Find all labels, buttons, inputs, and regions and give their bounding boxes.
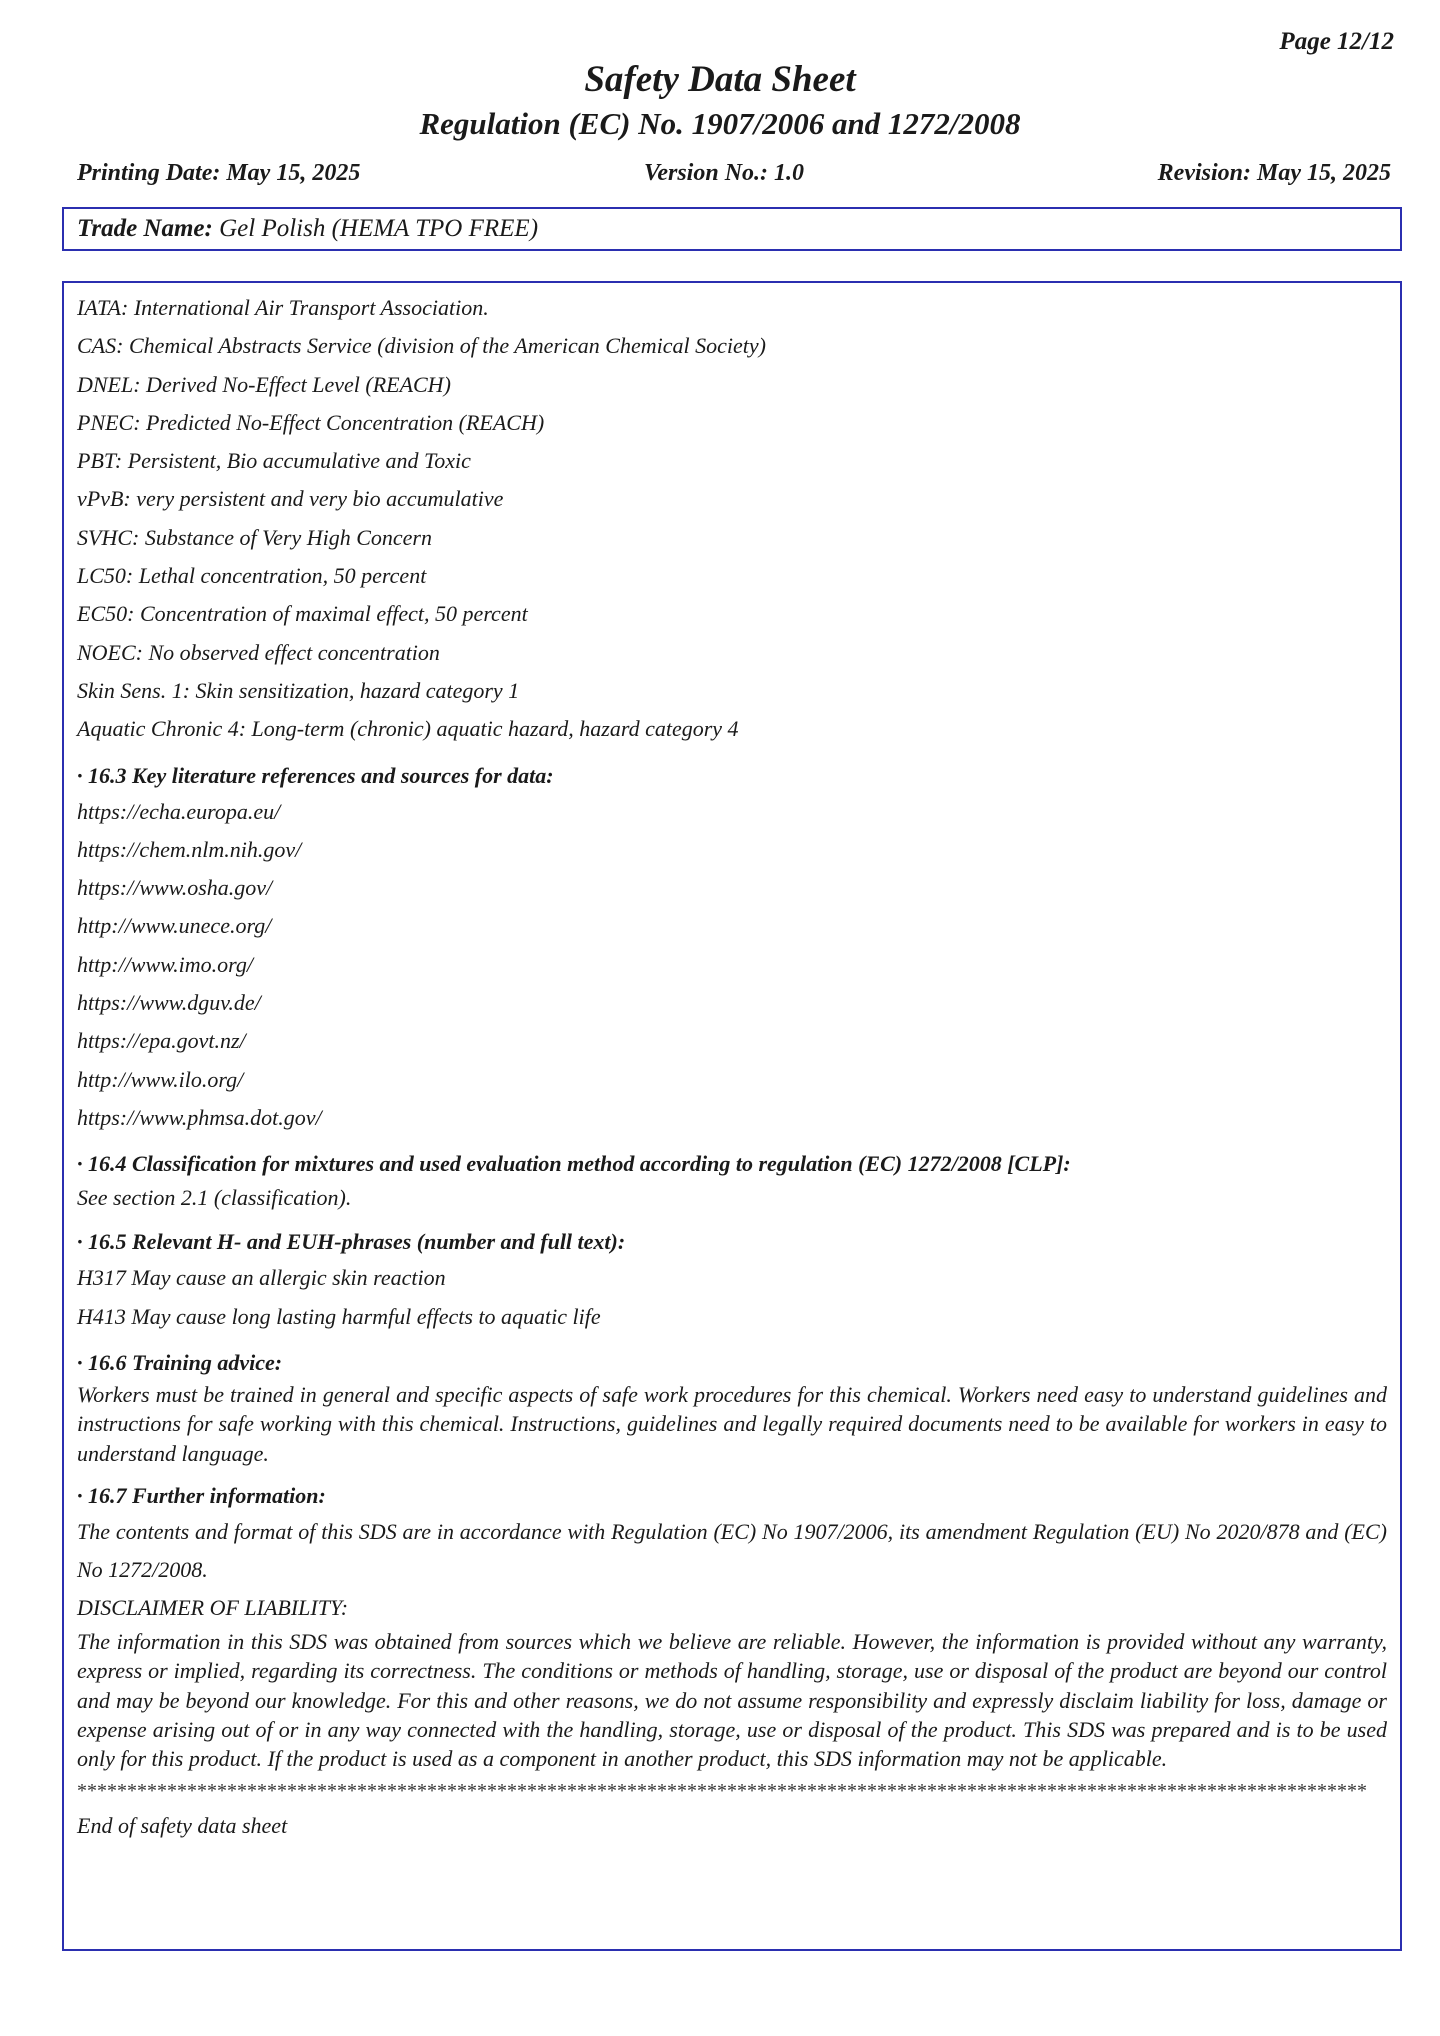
trade-name-box: [62, 207, 1402, 251]
document-meta-row: [77, 160, 1391, 194]
end-separator: *********************************************************************************************************************************: [77, 1780, 1367, 1803]
abbreviation-item: LC50: Lethal concentration, 50 percent: [77, 563, 427, 589]
abbreviation-item: PBT: Persistent, Bio accumulative and Toxic: [77, 448, 471, 474]
section-16-4-heading: · 16.4 Classification for mixtures and used evaluation method according to regulation (EC) 1272/2008 [CLP]:: [77, 1151, 1071, 1177]
abbreviation-item: vPvB: very persistent and very bio accumulative: [77, 486, 504, 512]
section-16-content: [62, 281, 1402, 1951]
end-of-sheet: End of safety data sheet: [77, 1813, 288, 1839]
abbreviation-item: IATA: International Air Transport Association.: [77, 295, 489, 320]
section-16-3-heading: · 16.3 Key literature references and sources for data:: [77, 762, 554, 788]
literature-link[interactable]: http://www.imo.org/: [77, 951, 254, 977]
abbreviation-item: NOEC: No observed effect concentration: [77, 639, 440, 665]
disclaimer-title: DISCLAIMER OF LIABILITY:: [77, 1594, 349, 1620]
section-16-6-heading: · 16.6 Training advice:: [77, 1349, 283, 1375]
revision-date: Revision: May 15, 2025: [1157, 160, 1391, 186]
literature-link[interactable]: https://www.phmsa.dot.gov/: [77, 1104, 322, 1130]
further-information-text: The contents and format of this SDS are in accordance with Regulation (EC) No 1907/2006, its amendment Regulation (EU) No 2020/878 and (EC) No 1272/2008.: [77, 1518, 1387, 1582]
document-title: Safety Data Sheet: [584, 59, 856, 100]
trade-name-label: Trade Name:: [77, 215, 213, 242]
version-number: Version No.: 1.0: [644, 160, 805, 186]
printing-date: Printing Date: May 15, 2025: [77, 160, 361, 186]
literature-link-list: [77, 793, 1387, 1138]
literature-link[interactable]: https://chem.nlm.nih.gov/: [77, 836, 302, 862]
abbreviation-item: Aquatic Chronic 4: Long-term (chronic) aquatic hazard, hazard category 4: [77, 716, 739, 742]
page-number: Page 12/12: [1279, 28, 1394, 55]
literature-link[interactable]: https://www.dguv.de/: [77, 990, 261, 1016]
literature-link[interactable]: http://www.ilo.org/: [77, 1066, 244, 1092]
abbreviation-item: SVHC: Substance of Very High Concern: [77, 524, 432, 550]
abbreviation-item: Skin Sens. 1: Skin sensitization, hazard category 1: [77, 677, 520, 703]
hazard-phrase: H413 May cause long lasting harmful effects to aquatic life: [77, 1303, 601, 1329]
abbreviation-item: CAS: Chemical Abstracts Service (division of the American Chemical Society): [77, 333, 766, 359]
abbreviation-item: PNEC: Predicted No-Effect Concentration (REACH): [77, 409, 545, 435]
literature-link[interactable]: http://www.unece.org/: [77, 913, 272, 939]
literature-link[interactable]: https://epa.govt.nz/: [77, 1028, 246, 1054]
literature-link[interactable]: https://echa.europa.eu/: [77, 798, 281, 824]
section-16-4-text: See section 2.1 (classification).: [77, 1185, 352, 1211]
disclaimer-text: The information in this SDS was obtained from sources which we believe are reliable. However, the information is provided without any warranty, express or implied, regarding its correctness. The conditions or methods of handling, storage, use or disposal of the product are beyond our control and may be beyond our knowledge. For this and other reasons, we do not assume responsibility and expressly disclaim liability for loss, damage or expense arising out of or in any way connected with the handling, storage, use or disposal of the product. This SDS was prepared and is to be used only for this product. If the product is used as a component in another product, this SDS information may not be applicable.: [77, 1628, 1387, 1772]
literature-link[interactable]: https://www.osha.gov/: [77, 875, 273, 901]
abbreviation-item: EC50: Concentration of maximal effect, 50 percent: [77, 601, 528, 627]
trade-name-value: Gel Polish (HEMA TPO FREE): [212, 215, 539, 242]
section-16-5-heading: · 16.5 Relevant H- and EUH-phrases (number and full text):: [77, 1229, 626, 1255]
section-16-7-heading: · 16.7 Further information:: [77, 1482, 326, 1508]
abbreviation-list: [77, 289, 1387, 749]
regulation-subtitle: Regulation (EC) No. 1907/2006 and 1272/2008: [419, 106, 1021, 141]
hazard-phrase: H317 May cause an allergic skin reaction: [77, 1265, 446, 1291]
training-advice-text: Workers must be trained in general and specific aspects of safe work procedures for this chemical. Workers need easy to understand guidelines and instructions for safe working with this chemical. Instructions, guidelines and legally required documents need to be available for workers in easy to understand language.: [77, 1381, 1387, 1467]
abbreviation-item: DNEL: Derived No-Effect Level (REACH): [77, 371, 451, 397]
